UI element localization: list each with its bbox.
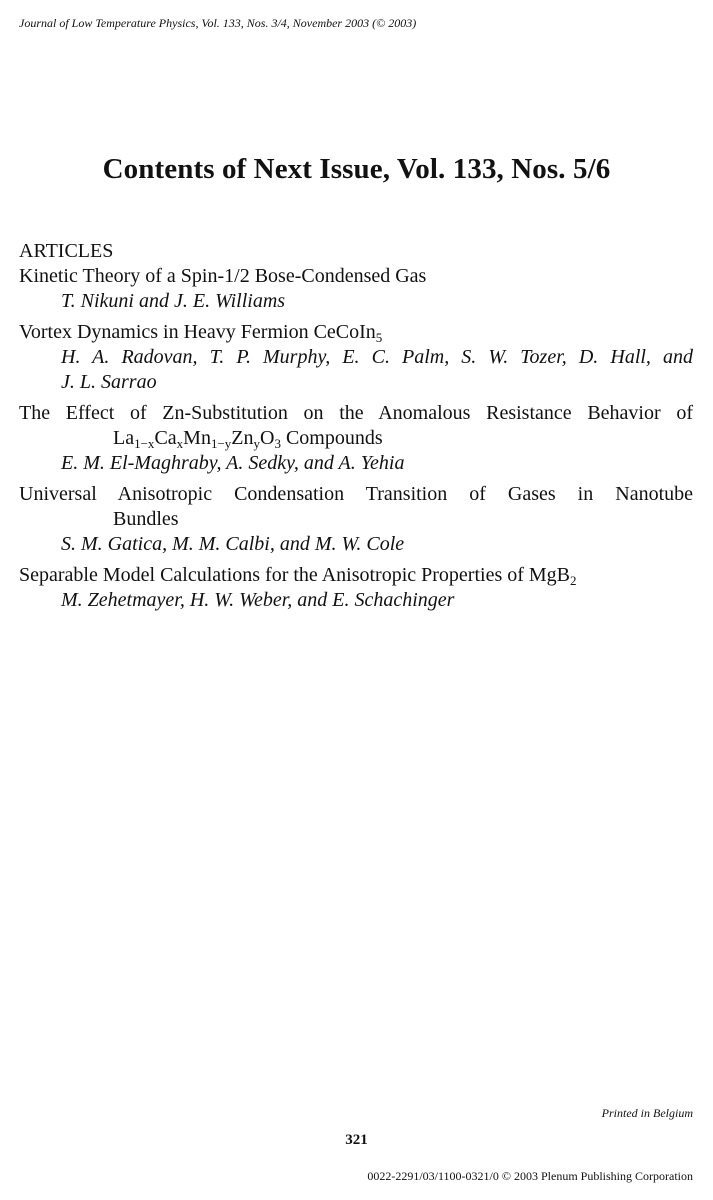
- article-authors-line: J. L. Sarrao: [61, 371, 157, 393]
- element-mn: Mn: [183, 427, 211, 449]
- article-authors: E. M. El-Maghraby, A. Sedky, and A. Yehia: [61, 452, 405, 474]
- article-authors: S. M. Gatica, M. M. Calbi, and M. W. Cole: [61, 533, 405, 555]
- subscript: 1−y: [210, 436, 232, 451]
- article-title: Kinetic Theory of a Spin-1/2 Bose-Condensed Gas: [19, 265, 427, 287]
- element-ca: Ca: [154, 427, 177, 449]
- element-o: O: [260, 427, 275, 449]
- subscript: 5: [375, 330, 383, 345]
- subscript: 1−x: [134, 436, 155, 451]
- article-title: [19, 563, 693, 588]
- article-entry: [19, 563, 693, 613]
- article-title-text: Vortex Dynamics in Heavy Fermion CeCoIn: [19, 321, 376, 343]
- element-zn: Zn: [231, 427, 254, 449]
- article-title-line: Universal Anisotropic Condensation Transition of Gases in Nanotube: [19, 483, 693, 505]
- article-entry: [19, 401, 693, 476]
- article-authors: M. Zehetmayer, H. W. Weber, and E. Schachinger: [61, 589, 455, 611]
- article-authors: T. Nikuni and J. E. Williams: [61, 290, 286, 312]
- subscript: x: [176, 436, 184, 451]
- article-entry: [19, 320, 693, 395]
- article-title-line: The Effect of Zn-Substitution on the Anomalous Resistance Behavior of: [19, 402, 693, 424]
- article-title: [19, 320, 693, 345]
- article-entry: [19, 264, 693, 314]
- page-number: 321: [345, 1132, 368, 1148]
- subscript: y: [253, 436, 261, 451]
- article-title-line: [19, 426, 693, 451]
- chemical-formula: [113, 427, 281, 449]
- subscript: 2: [570, 573, 577, 588]
- copyright-line: 0022-2291/03/1100-0321/0 © 2003 Plenum Publishing Corporation: [367, 1169, 693, 1183]
- table-of-contents: [19, 239, 693, 619]
- section-heading: ARTICLES: [19, 240, 114, 262]
- element-la: La: [113, 427, 135, 449]
- article-title-text: Compounds: [285, 427, 383, 449]
- page-title: Contents of Next Issue, Vol. 133, Nos. 5/6: [102, 153, 611, 185]
- article-entry: [19, 482, 693, 557]
- running-head: Journal of Low Temperature Physics, Vol. 133, Nos. 3/4, November 2003 (© 2003): [19, 16, 417, 30]
- subscript: 3: [274, 436, 281, 451]
- printed-in-note: Printed in Belgium: [601, 1106, 693, 1120]
- article-title-line: Bundles: [113, 508, 179, 530]
- article-title-text: Separable Model Calculations for the Anisotropic Properties of MgB: [19, 564, 571, 586]
- article-authors-line: H. A. Radovan, T. P. Murphy, E. C. Palm, S. W. Tozer, D. Hall, and: [61, 346, 693, 368]
